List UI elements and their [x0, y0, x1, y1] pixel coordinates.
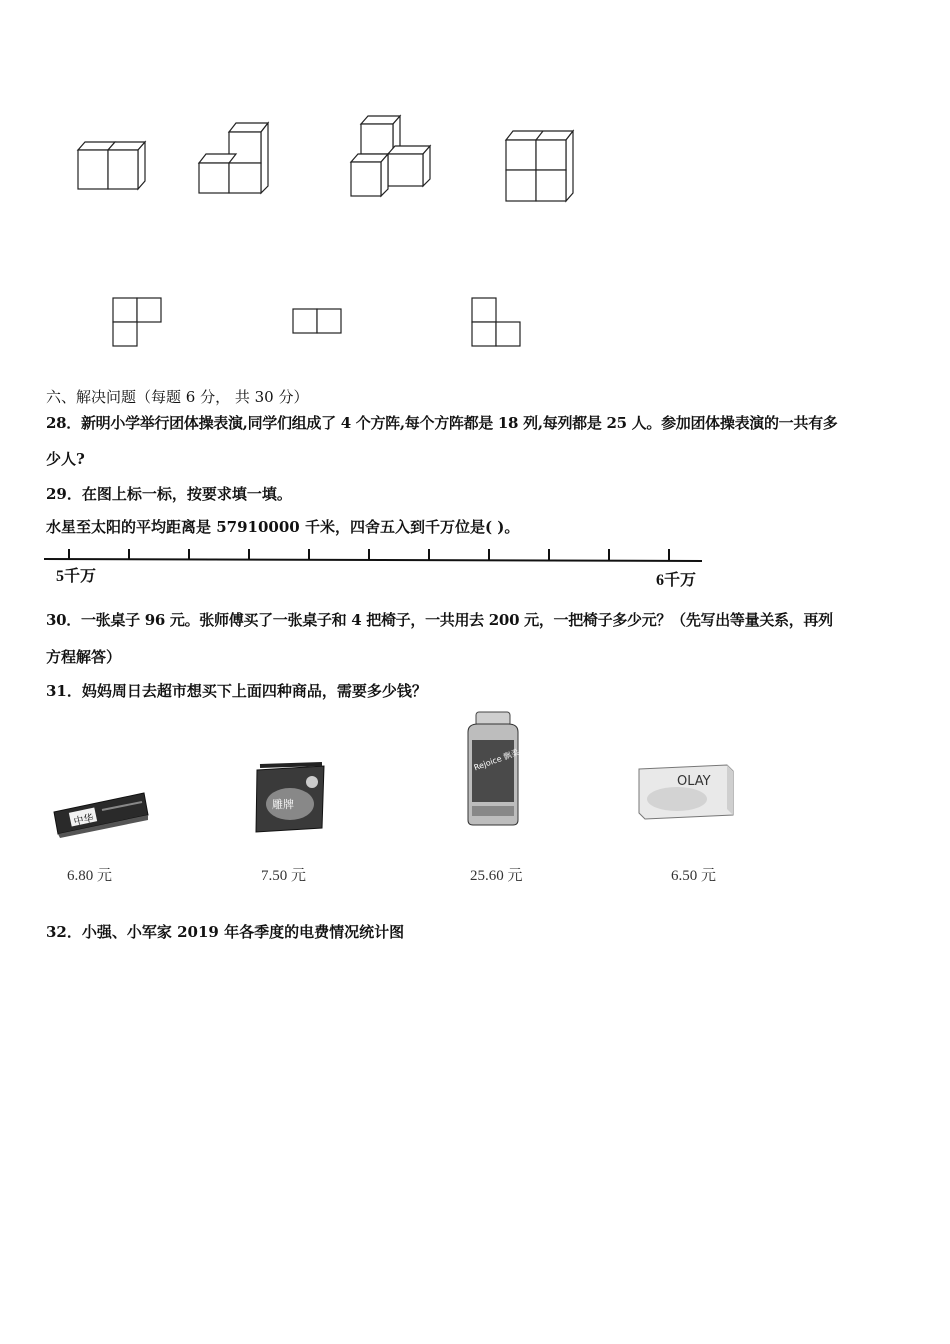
question-31-line1: 31．妈妈周日去超市想买下上面四种商品，需要多少钱？ [46, 682, 427, 700]
cube-figure-3 [348, 113, 438, 198]
question-32-line1: 32．小强、小军家 2019 年各季度的电费情况统计图 [46, 923, 405, 941]
view-shape-1 [110, 295, 170, 355]
question-29-line2: 水星至太阳的平均距离是 57910000 千米，四舍五入到千万位是( )。 [46, 518, 520, 536]
question-28-line1: 28．新明小学举行团体操表演,同学们组成了 4 个方阵,每个方阵都是 18 列,每列都是 25 人。参加团体操表演的一共有多 [46, 414, 838, 432]
view-shape-2 [290, 306, 350, 346]
question-30-line2: 方程解答） [46, 648, 122, 666]
question-28-line2: 少人? [46, 450, 85, 468]
section-heading: 六、解决问题（每题 6 分， 共 30 分） [46, 388, 309, 406]
price-toothpaste: 6.80 元 [67, 868, 113, 884]
price-shampoo: 25.60 元 [470, 868, 523, 884]
cube-figure-2 [196, 120, 276, 200]
number-line [44, 544, 724, 574]
price-detergent: 7.50 元 [261, 868, 307, 884]
question-30-line1: 30．一张桌子 96 元。张师傅买了一张桌子和 4 把椅子，一共用去 200 元，一把椅子多少元？（先写出等量关系，再列 [46, 611, 833, 629]
soap-brand: OLAY [677, 774, 711, 789]
question-29-line1: 29．在图上标一标，按要求填一填。 [46, 485, 292, 503]
number-line-start-label: 5千万 [56, 568, 97, 585]
price-soap: 6.50 元 [671, 868, 717, 884]
soap-image [637, 763, 737, 823]
view-shape-3 [469, 295, 529, 355]
shampoo-image [458, 710, 528, 830]
toothpaste-brand: 中华 [72, 812, 95, 828]
detergent-brand: 雕牌 [272, 798, 294, 811]
detergent-image [252, 762, 332, 837]
number-line-axis [44, 559, 702, 561]
toothpaste-image [52, 790, 152, 840]
shampoo-brand: Rejoice 飘柔 [472, 747, 521, 773]
cube-figure-4 [503, 128, 583, 208]
cube-figure-1 [75, 135, 155, 195]
number-line-end-label: 6千万 [656, 572, 697, 589]
